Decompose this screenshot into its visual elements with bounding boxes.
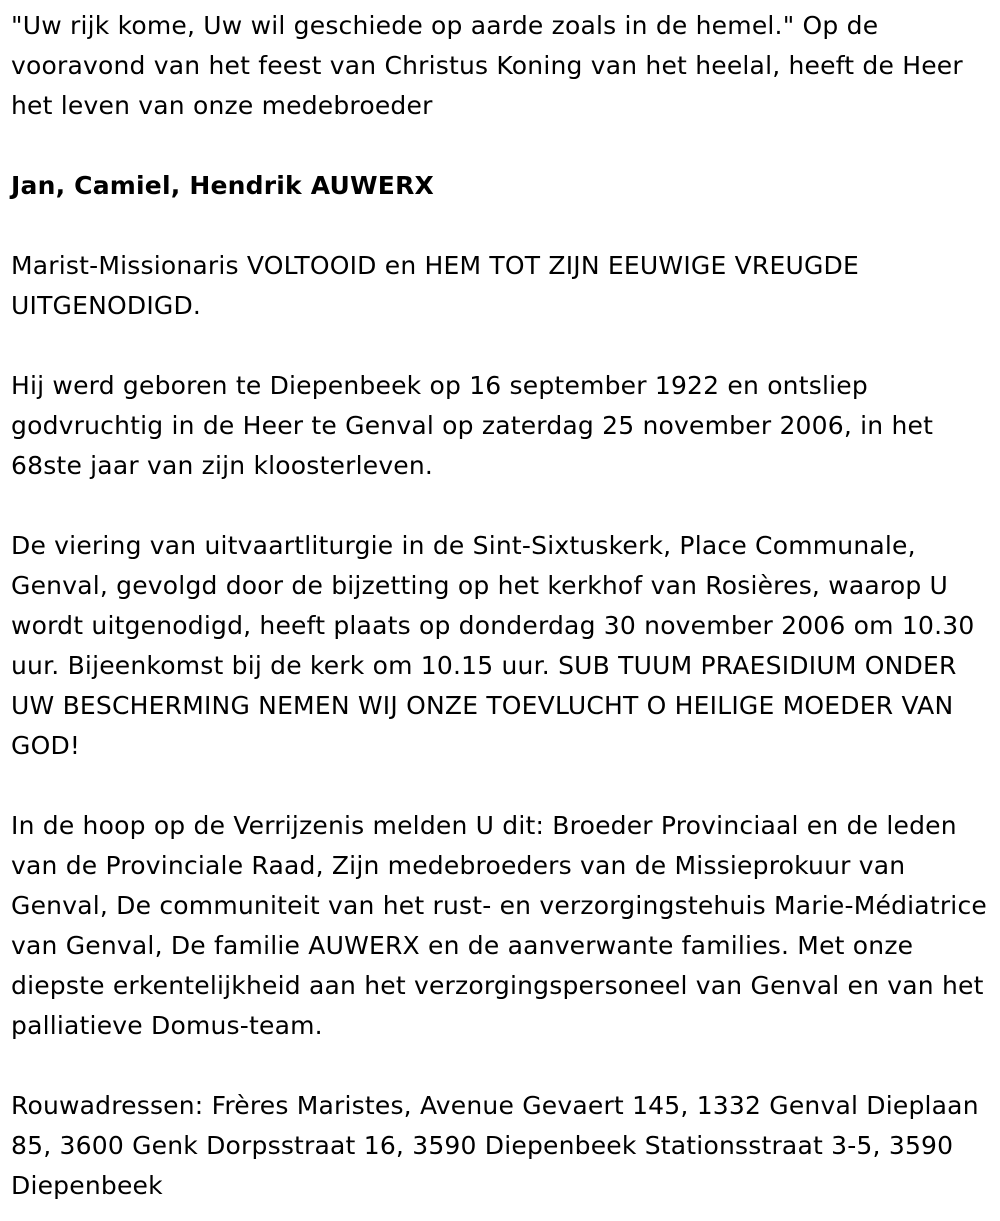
vocation-paragraph: Marist-Missionaris VOLTOOID en HEM TOT ZIJN EEUWIGE VREUGDE UITGENODIGD. [11, 251, 860, 320]
life-paragraph: Hij werd geboren te Diepenbeek op 16 september 1922 en ontsliep godvruchtig in de Heer te Genval op zaterdag 25 november 2006, in het 68ste jaar van zijn kloosterleven. [11, 371, 934, 480]
intro-paragraph: "Uw rijk kome, Uw wil geschiede op aarde zoals in de hemel." Op de vooravond van het feest van Christus Koning van het heelal, heeft de Heer het leven van onze medebroeder [11, 11, 963, 120]
mourners-paragraph: In de hoop op de Verrijzenis melden U dit: Broeder Provinciaal en de leden van de Provinciale Raad, Zijn medebroeders van de Missieprokuur van Genval, De communiteit van het rust- en verzorgingstehuis Marie-Médiatrice van Genval, De familie AUWERX en de aanverwante families. Met onze diepste erkentelijkheid aan het verzorgingspersoneel van Genval en van het palliatieve Domus-team. [11, 811, 987, 1040]
obituary-notice [11, 6, 989, 1206]
deceased-name: Jan, Camiel, Hendrik AUWERX [11, 171, 434, 200]
addresses-paragraph: Rouwadressen: Frères Maristes, Avenue Gevaert 145, 1332 Genval Dieplaan 85, 3600 Genk Dorpsstraat 16, 3590 Diepenbeek Stationsstraat 3-5, 3590 Diepenbeek [11, 1091, 979, 1200]
funeral-paragraph: De viering van uitvaartliturgie in de Sint-Sixtuskerk, Place Communale, Genval, gevolgd door de bijzetting op het kerkhof van Rosières, waarop U wordt uitgenodigd, heeft plaats op donderdag 30 november 2006 om 10.30 uur. Bijeenkomst bij de kerk om 10.15 uur. SUB TUUM PRAESIDIUM ONDER UW BESCHERMING NEMEN WIJ ONZE TOEVLUCHT O HEILIGE MOEDER VAN GOD! [11, 531, 975, 760]
